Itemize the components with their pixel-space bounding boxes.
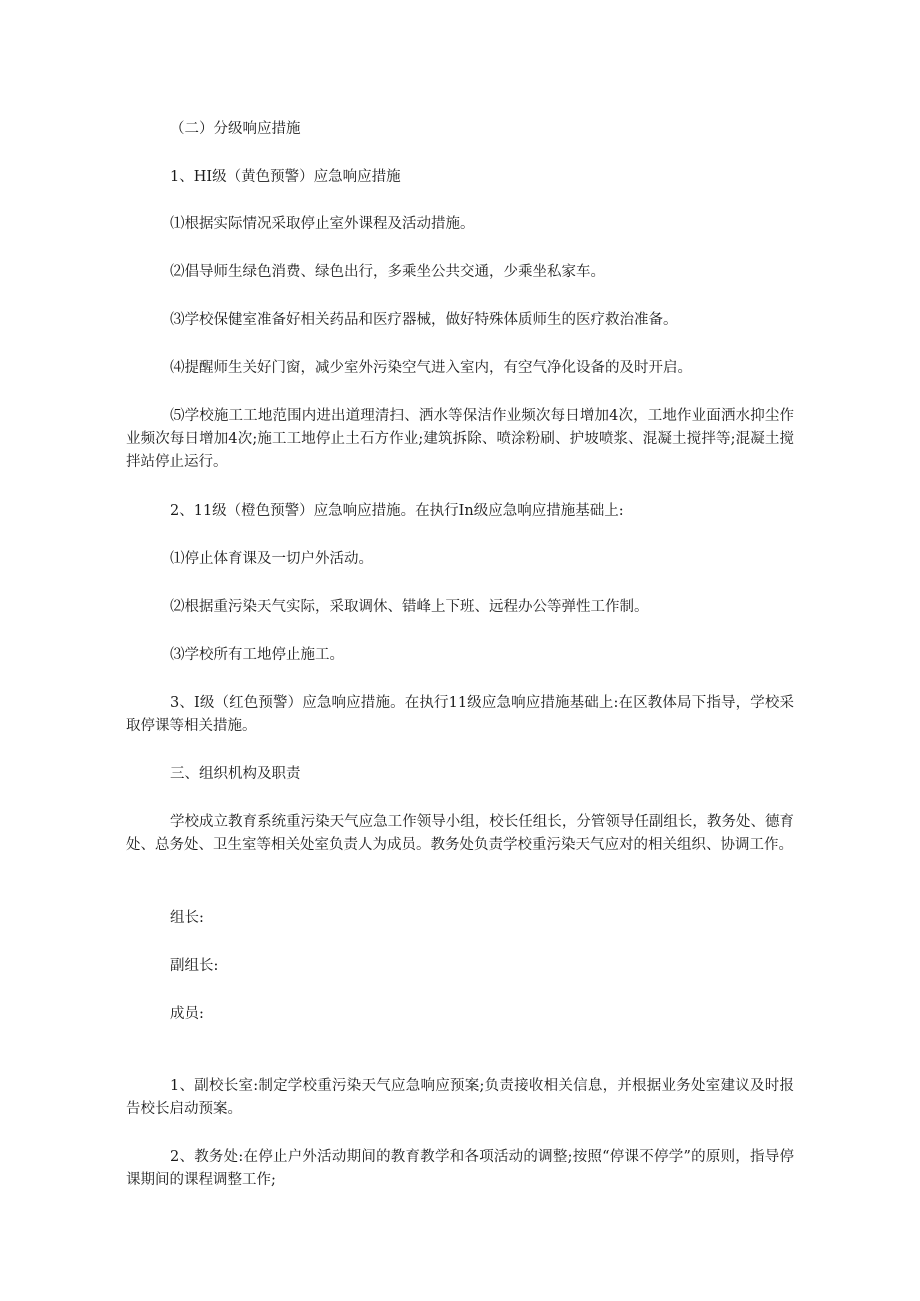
duty-item: 2、教务处:在停止户外活动期间的教育教学和各项活动的调整;按照“停课不停学”的原则，指导停课期间的课程调整工作; (126, 1149, 794, 1188)
organization-paragraph: 学校成立教育系统重污染天气应急工作领导小组，校长任组长，分管领导任副组长，教务处、德育处、总务处、卫生室等相关处室负责人为成员。教务处负责学校重污染天气应对的相关组织、协调工作。 (126, 814, 794, 853)
members-label: 成员: (170, 1006, 204, 1022)
paragraph-item: ⑵倡导师生绿色消费、绿色出行，多乘坐公共交通，少乘坐私家车。 (170, 264, 605, 280)
paragraph-item: ⑸学校施工工地范围内进出道理清扫、洒水等保洁作业频次每日增加4次，工地作业面洒水抑尘作业频次每日增加4次;施工工地停止土石方作业;建筑拆除、喷涂粉刷、护坡喷浆、混凝土搅拌等;混凝土搅拌站停止运行。 (126, 408, 794, 470)
section-heading-grading-measures: （二）分级响应措施 (170, 121, 301, 137)
leader-label: 组长: (170, 910, 204, 926)
level-2-heading: 2、11级（橙色预警）应急响应措施。在执行In级应急响应措施基础上: (170, 503, 624, 519)
paragraph-item: ⑴停止体育课及一切户外活动。 (170, 551, 373, 567)
level-1-heading: 3、I级（红色预警）应急响应措施。在执行11级应急响应措施基础上:在区教体局下指导，学校采取停课等相关措施。 (126, 695, 794, 734)
section-heading-organization: 三、组织机构及职责 (170, 766, 301, 782)
duty-item: 1、副校长室:制定学校重污染天气应急响应预案;负责接收相关信息，并根据业务处室建议及时报告校长启动预案。 (126, 1078, 794, 1117)
deputy-leader-label: 副组长: (170, 958, 219, 974)
paragraph-item: ⑴根据实际情况采取停止室外课程及活动措施。 (170, 216, 475, 232)
paragraph-item: ⑶学校保健室准备好相关药品和医疗器械，做好特殊体质师生的医疗救治准备。 (170, 312, 678, 328)
level-3-heading: 1、HI级（黄色预警）应急响应措施 (170, 169, 401, 185)
paragraph-item: ⑵根据重污染天气实际，采取调休、错峰上下班、远程办公等弹性工作制。 (170, 599, 649, 615)
paragraph-item: ⑷提醒师生关好门窗，减少室外污染空气进入室内，有空气净化设备的及时开启。 (170, 360, 692, 376)
paragraph-item: ⑶学校所有工地停止施工。 (170, 647, 344, 663)
